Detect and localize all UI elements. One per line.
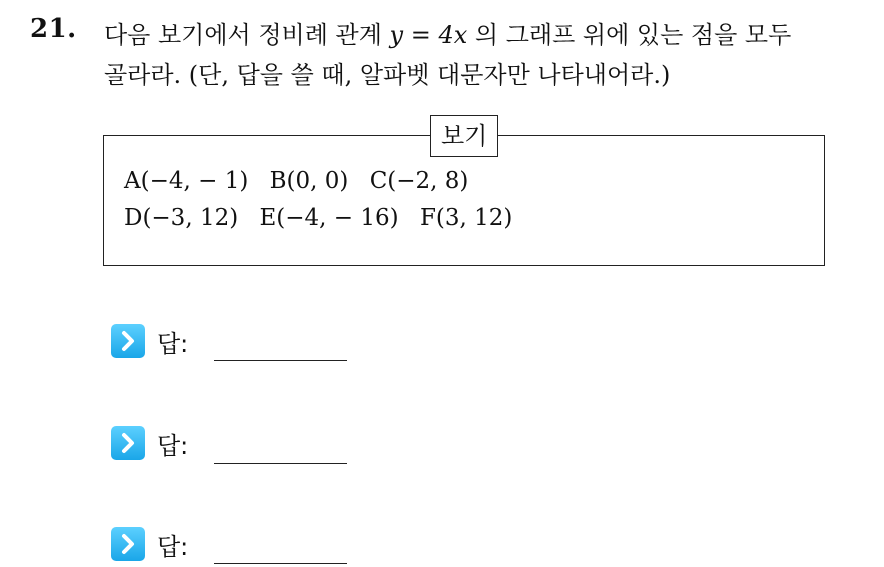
point-f: F(3, 12) — [419, 205, 513, 231]
chevron-right-icon — [111, 324, 145, 358]
equation: y = 4x — [389, 21, 468, 49]
point-a: A(−4, − 1) — [124, 168, 249, 194]
point-e: E(−4, − 16) — [259, 205, 399, 231]
points-row-1 — [124, 168, 482, 194]
point-c: C(−2, 8) — [369, 168, 469, 194]
point-b: B(0, 0) — [269, 168, 349, 194]
answer-blank-1[interactable] — [214, 360, 347, 361]
answer-label: 답: — [157, 329, 189, 358]
question-text-line1 — [104, 15, 791, 50]
points-row-2 — [124, 205, 526, 231]
question-text-after: 의 그래프 위에 있는 점을 모두 — [467, 21, 792, 49]
chevron-right-icon — [111, 426, 145, 460]
answer-row-3 — [111, 524, 188, 564]
answer-row-1 — [111, 321, 188, 361]
answer-label: 답: — [157, 431, 189, 460]
point-d: D(−3, 12) — [124, 205, 239, 231]
question-text-before: 다음 보기에서 정비례 관계 — [104, 21, 390, 49]
question-number: 21. — [30, 14, 77, 44]
example-box-label: 보기 — [430, 115, 498, 157]
chevron-right-icon — [111, 527, 145, 561]
answer-label: 답: — [157, 532, 189, 561]
answer-blank-2[interactable] — [214, 463, 347, 464]
question-text-line2: 골라라. (단, 답을 쓸 때, 알파벳 대문자만 나타내어라.) — [104, 61, 671, 89]
answer-row-2 — [111, 423, 188, 463]
answer-blank-3[interactable] — [214, 563, 347, 564]
